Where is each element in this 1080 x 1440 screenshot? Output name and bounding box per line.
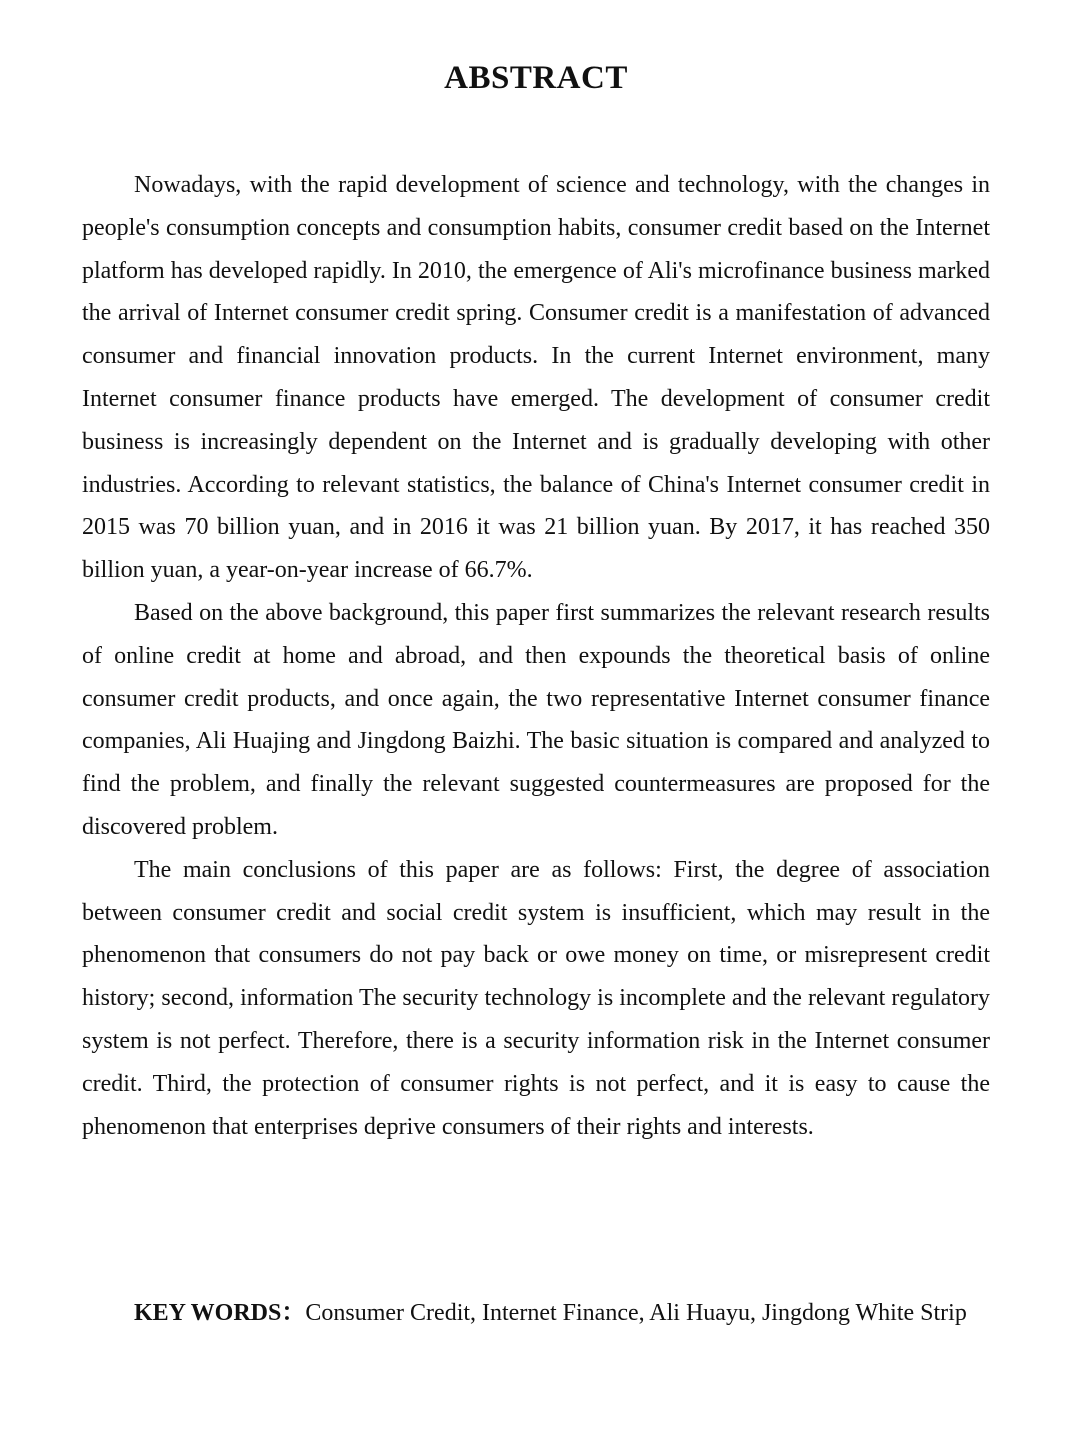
keywords-line [82, 1287, 990, 1340]
abstract-title: ABSTRACT [444, 60, 628, 96]
keywords-label: KEY WORDS： [134, 1300, 306, 1326]
abstract-paragraph-2: Based on the above background, this paper first summarizes the relevant research results of online credit at home and abroad, and then expounds the theoretical basis of online consumer credit products, and once again, the two representative Internet consumer finance companies, Ali Huajing and Jingdong Baizhi. The basic situation is compared and analyzed to find the problem, and finally the relevant suggested countermeasures are proposed for the discovered problem. [82, 599, 990, 840]
abstract-body [82, 164, 990, 1148]
abstract-page [82, 0, 990, 1440]
abstract-paragraph-3: The main conclusions of this paper are as follows: First, the degree of association between consumer credit and social credit system is insufficient, which may result in the phenomenon that consumers do not pay back or owe money on time, or misrepresent credit history; second, information The security technology is incomplete and the relevant regulatory system is not perfect. Therefore, there is a security information risk in the Internet consumer credit. Third, the protection of consumer rights is not perfect, and it is easy to cause the phenomenon that enterprises deprive consumers of their rights and interests. [82, 856, 990, 1140]
abstract-paragraph-1: Nowadays, with the rapid development of science and technology, with the changes in people's consumption concepts and consumption habits, consumer credit based on the Internet platform has developed rapidly. In 2010, the emergence of Ali's microfinance business marked the arrival of Internet consumer credit spring. Consumer credit is a manifestation of advanced consumer and financial innovation products. In the current Internet environment, many Internet consumer finance products have emerged. The development of consumer credit business is increasingly dependent on the Internet and is gradually developing with other industries. According to relevant statistics, the balance of China's Internet consumer credit in 2015 was 70 billion yuan, and in 2016 it was 21 billion yuan. By 2017, it has reached 350 billion yuan, a year-on-year increase of 66.7%. [82, 172, 990, 584]
keywords-text: Consumer Credit, Internet Finance, Ali Huayu, Jingdong White Strip [305, 1300, 967, 1326]
